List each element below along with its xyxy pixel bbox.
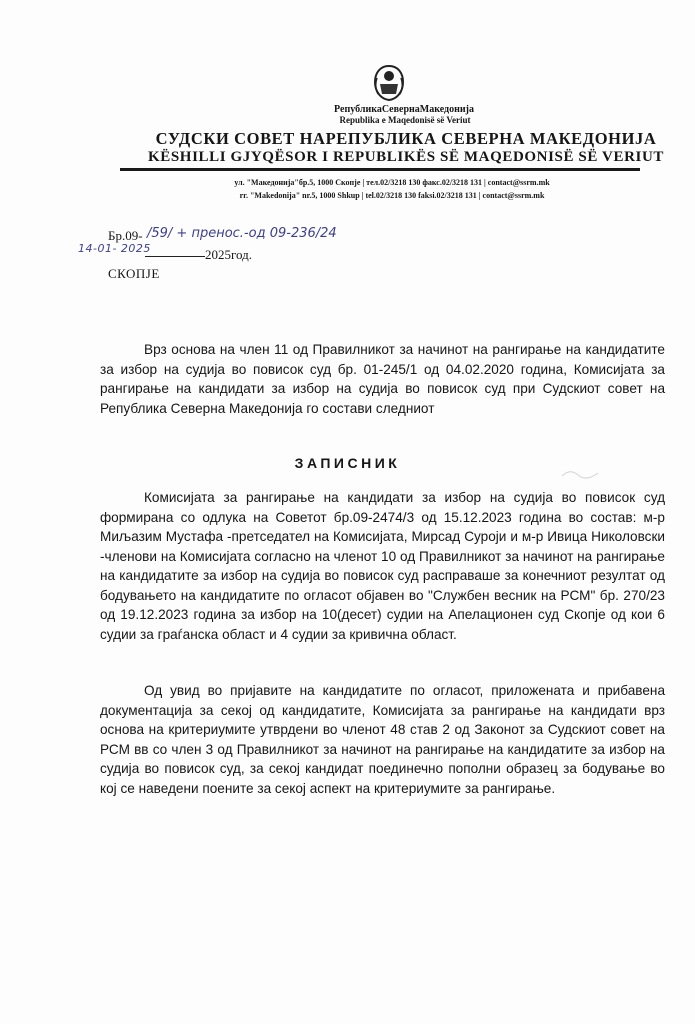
faint-mark-icon [560,466,600,482]
year-suffix: 2025год. [205,247,252,262]
institution-name-mk: СУДСКИ СОВЕТ НАРЕПУБЛИКА СЕВЕРНА МАКЕДОНИЈА [155,129,657,148]
registration-prefix: Бр.09- [108,228,143,243]
country-name-mk: РепубликаСевернаМакедонија [334,104,474,115]
date-underline [145,256,205,257]
address-line-al: rr. "Makedonija" nr.5, 1000 Shkup | tel.02/3218 130 faksi.02/3218 131 | contact@ssrm.mk [239,191,545,200]
intro-paragraph: Врз основа на член 11 од Правилникот за начинот на рангирање на кандидатите за избор на судија во повисок суд бр. 01-245/1 од 04.02.2020 година, Комисијата за рангирање на кандидати за избор на судија во повисок суд при Судскиот совет на Република Северна Македонија го состави следниот [100,342,665,416]
city-name: СКОПЈЕ [108,266,160,281]
registration-number-handwritten: /59/ + пренос.-од 09-236/24 [147,226,337,241]
paragraph-review: Од увид во пријавите на кандидатите по огласот, приложената и прибавена документација за секој од кандидатите, Комисијата за рангирање на кандидати врз основа на критериумите утврдени во членот 48 став 2 од Законот за Судскиот совет на РСМ вв со член 3 од Правилникот за начинот на рангирање на кандидатите за избор на судија во повисок суд, за секој кандидат поединечно пополни образец за бодување во кој се наведени поените за секој аспект на критериумите за рангирање. [100,683,665,796]
country-name-al: Republika e Maqedonisë së Veriut [339,115,471,125]
address-line-mk: ул. "Македонија"бр.5, 1000 Скопје | тел.02/3218 130 факс.02/3218 131 | contact@ssrm.mk [234,178,550,187]
document-heading: ЗАПИСНИК [294,455,401,471]
header-divider [120,168,640,171]
date-stamp: 14-01- 2025 [78,242,151,255]
coat-of-arms-icon [372,64,406,102]
institution-name-al: KËSHILLI GJYQËSOR I REPUBLIKËS SË MAQEDONISË SË VERIUT [147,149,664,165]
paragraph-commission: Комисијата за рангирање на кандидати за избор на судија во повисок суд формирана со одлука на Советот бр.09-2474/3 од 15.12.2023 година во состав: м-р Миљазим Мустафа -претседател на Комисијата, Мирсад Суроји и м-р Ивица Николовски -членови на Комисијата согласно на членот 10 од Правилникот за начинот на рангирање на кандидатите за избор на судија во повисок суд расправаше за конечниот резултат од бодувањето на кандидатите по огласот објавен во "Службен весник на РСМ" бр. 270/23 од 19.12.2023 година за избор на 10(десет) судии на Апелационен суд Скопје од кои 6 судии за граѓанска област и 4 судии за кривична област. [100,490,665,642]
